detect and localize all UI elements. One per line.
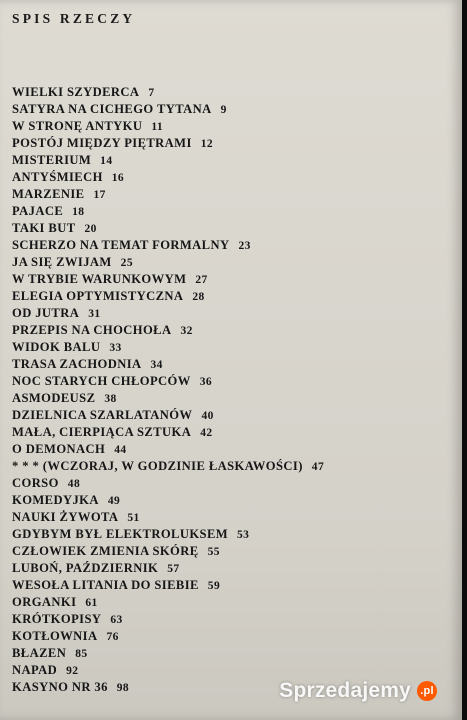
toc-entry-title: KASYNO NR 36 (12, 680, 108, 694)
toc-entry-title: BŁAZEN (12, 646, 67, 660)
toc-entry (12, 339, 324, 356)
toc-entry (12, 305, 324, 322)
toc-entry-title: WIDOK BALU (12, 340, 101, 354)
toc-entry (12, 220, 324, 237)
toc-entry-title: WIELKI SZYDERCA (12, 85, 140, 99)
toc-entry-page-number: 51 (127, 512, 140, 524)
toc-entry-title: TRASA ZACHODNIA (12, 357, 142, 371)
toc-entry-title: MISTERIUM (12, 153, 92, 167)
toc-entry-page-number: 57 (167, 563, 180, 575)
toc-entry (12, 543, 324, 560)
toc-entry-page-number: 25 (120, 257, 133, 269)
toc-entry (12, 645, 324, 662)
toc-entry-title: DZIELNICA SZARLATANÓW (12, 408, 193, 422)
page-heading: SPIS RZECZY (12, 11, 136, 26)
toc-entry (12, 509, 324, 526)
toc-entry-page-number: 9 (220, 104, 227, 116)
toc-entry (12, 356, 324, 373)
toc-entry-page-number: 32 (180, 325, 193, 337)
toc-entry-page-number: 17 (93, 189, 106, 201)
toc-entry (12, 662, 324, 679)
toc-entry-page-number: 47 (311, 461, 325, 473)
toc-entry (12, 424, 324, 441)
toc-entry (12, 441, 324, 458)
toc-entry (12, 492, 324, 509)
toc-entry-title: ASMODEUSZ (12, 391, 96, 405)
sprzedajemy-watermark (279, 679, 437, 703)
toc-entry (12, 203, 324, 220)
toc-entry-title: KOTŁOWNIA (12, 629, 98, 643)
toc-entry-page-number: 23 (238, 240, 251, 252)
toc-entry-title: OD JUTRA (12, 306, 80, 320)
toc-entry-page-number: 7 (148, 87, 155, 99)
toc-entry (12, 373, 324, 390)
toc-entry-page-number: 16 (111, 172, 125, 184)
toc-entry (12, 560, 324, 577)
toc-entry-title: W TRYBIE WARUNKOWYM (12, 272, 187, 286)
toc-entry-title: KRÓTKOPISY (12, 612, 102, 626)
toc-entry-title: POSTÓJ MIĘDZY PIĘTRAMI (12, 136, 192, 150)
toc-entry-title: PRZEPIS NA CHOCHOŁA (12, 323, 172, 337)
toc-entry-title: PAJACE (12, 204, 64, 218)
toc-entry-page-number: 98 (116, 682, 130, 694)
toc-entry-page-number: 44 (114, 444, 127, 456)
toc-entry-page-number: 53 (237, 529, 250, 541)
toc-entry (12, 475, 324, 492)
toc-entry-page-number: 34 (150, 359, 163, 371)
toc-entry-title: CZŁOWIEK ZMIENIA SKÓRĘ (12, 544, 199, 558)
toc-entry-page-number: 63 (110, 614, 123, 626)
toc-entry (12, 118, 324, 135)
toc-entry-title: NOC STARYCH CHŁOPCÓW (12, 374, 191, 388)
toc-entry (12, 84, 324, 101)
toc-entry-page-number: 59 (207, 580, 221, 592)
toc-entry-page-number: 55 (207, 546, 220, 558)
watermark-text: Sprzedajemy (279, 679, 411, 702)
toc-entry-title: GDYBYM BYŁ ELEKTROLUKSEM (12, 527, 229, 541)
table-of-contents (12, 84, 324, 696)
toc-entry (12, 679, 324, 696)
toc-entry-title: NAPAD (12, 663, 58, 677)
toc-entry-title: WESOŁA LITANIA DO SIEBIE (12, 578, 199, 592)
toc-entry (12, 254, 324, 271)
toc-entry-page-number: 27 (195, 274, 208, 286)
toc-entry-page-number: 12 (200, 138, 214, 150)
toc-entry (12, 322, 324, 339)
toc-entry-title: CORSO (12, 476, 59, 490)
toc-entry-title: * * * (WCZORAJ, W GODZINIE ŁASKAWOŚCI) (12, 459, 303, 473)
toc-entry-page-number: 11 (151, 121, 164, 133)
toc-entry (12, 594, 324, 611)
toc-entry-title: KOMEDYJKA (12, 493, 99, 507)
toc-entry-title: O DEMONACH (12, 442, 106, 456)
toc-entry (12, 152, 324, 169)
page-edge-shadow (462, 0, 467, 720)
toc-entry-page-number: 48 (67, 478, 81, 490)
toc-entry-page-number: 31 (88, 308, 101, 320)
toc-entry-title: MARZENIE (12, 187, 85, 201)
toc-entry (12, 407, 324, 424)
watermark-badge-icon: .pl (417, 681, 437, 701)
toc-entry-page-number: 36 (199, 376, 213, 388)
toc-entry-page-number: 85 (75, 648, 88, 660)
toc-entry-page-number: 76 (106, 631, 119, 643)
toc-entry-title: TAKI BUT (12, 221, 76, 235)
toc-entry-page-number: 28 (192, 291, 205, 303)
toc-entry (12, 458, 324, 475)
toc-entry-page-number: 49 (107, 495, 121, 507)
toc-entry (12, 577, 324, 594)
toc-entry (12, 526, 324, 543)
toc-entry (12, 186, 324, 203)
toc-entry-page-number: 20 (84, 223, 97, 235)
toc-entry-page-number: 38 (104, 393, 117, 405)
toc-entry-title: NAUKI ŻYWOTA (12, 510, 119, 524)
toc-entry (12, 288, 324, 305)
toc-entry-title: ELEGIA OPTYMISTYCZNA (12, 289, 184, 303)
toc-entry (12, 611, 324, 628)
toc-entry (12, 135, 324, 152)
toc-entry-page-number: 14 (100, 155, 113, 167)
toc-entry-page-number: 61 (85, 597, 98, 609)
toc-entry (12, 628, 324, 645)
toc-entry-title: SCHERZO NA TEMAT FORMALNY (12, 238, 230, 252)
toc-entry-title: MAŁA, CIERPIĄCA SZTUKA (12, 425, 192, 439)
toc-entry-page-number: 18 (72, 206, 85, 218)
toc-entry (12, 271, 324, 288)
toc-entry-title: SATYRA NA CICHEGO TYTANA (12, 102, 212, 116)
toc-entry-page-number: 33 (109, 342, 122, 354)
toc-entry (12, 101, 324, 118)
toc-entry-title: ORGANKI (12, 595, 77, 609)
toc-entry-title: LUBOŃ, PAŹDZIERNIK (12, 561, 159, 575)
toc-entry-title: JA SIĘ ZWIJAM (12, 255, 112, 269)
toc-entry-page-number: 40 (201, 410, 214, 422)
toc-entry (12, 390, 324, 407)
toc-entry-page-number: 92 (66, 665, 79, 677)
toc-entry-title: W STRONĘ ANTYKU (12, 119, 143, 133)
toc-entry (12, 169, 324, 186)
toc-entry-title: ANTYŚMIECH (12, 170, 103, 184)
toc-entry-page-number: 42 (200, 427, 213, 439)
toc-entry (12, 237, 324, 254)
